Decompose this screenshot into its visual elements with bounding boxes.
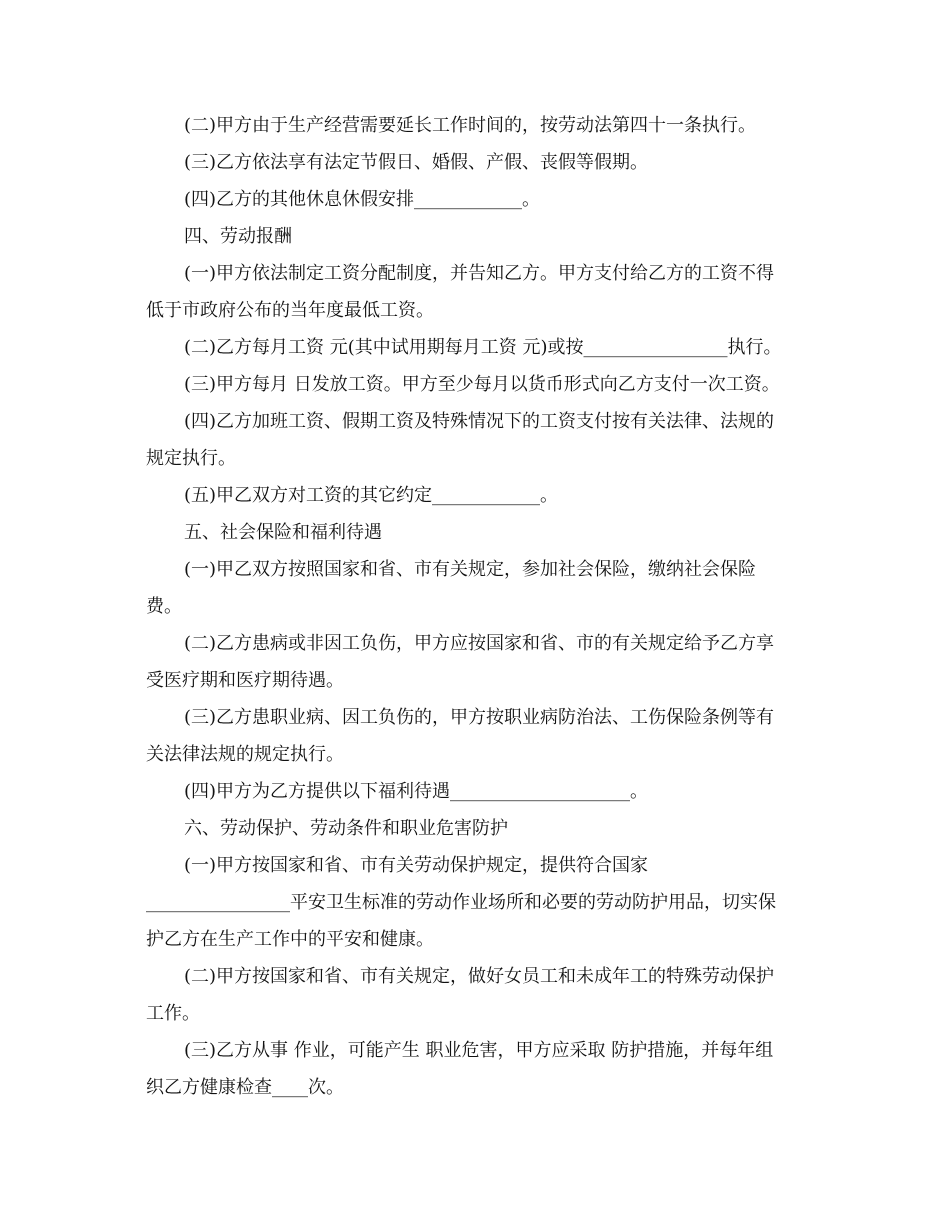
paragraph-line: (一)甲乙双方按照国家和省、市有关规定，参加社会保险，缴纳社会保险 — [184, 559, 757, 580]
paragraph-continuation: 费。 — [146, 596, 182, 617]
paragraph-line: (四)乙方加班工资、假期工资及特殊情况下的工资支付按有关法律、法规的 — [184, 411, 775, 432]
paragraph-line: (三)乙方从事 作业，可能产生 职业危害，甲方应采取 防护措施，并每年组 — [184, 1040, 774, 1061]
paragraph-line: (四)乙方的其他休息休假安排____________。 — [184, 189, 541, 210]
paragraph-continuation: 规定执行。 — [146, 448, 236, 469]
paragraph-continuation: 关法律法规的规定执行。 — [146, 744, 344, 765]
section-heading: 五、社会保险和福利待遇 — [184, 522, 382, 543]
paragraph-line: (三)乙方依法享有法定节假日、婚假、产假、丧假等假期。 — [184, 152, 649, 173]
paragraph-line: (一)甲方依法制定工资分配制度，并告知乙方。甲方支付给乙方的工资不得 — [184, 263, 775, 284]
paragraph-line: (二)乙方患病或非因工负伤，甲方应按国家和省、市的有关规定给予乙方享 — [184, 633, 775, 654]
paragraph-continuation: 低于市政府公布的当年度最低工资。 — [146, 300, 434, 321]
paragraph-line: (二)乙方每月工资 元(其中试用期每月工资 元)或按________________执行。 — [184, 337, 782, 358]
paragraph-line: (二)甲方按国家和省、市有关规定，做好女员工和未成年工的特殊劳动保护 — [184, 966, 775, 987]
paragraph-line: (一)甲方按国家和省、市有关劳动保护规定，提供符合国家 — [184, 855, 649, 876]
paragraph-continuation: 受医疗期和医疗期待遇。 — [146, 670, 344, 691]
paragraph-continuation: 护乙方在生产工作中的平安和健康。 — [146, 929, 434, 950]
paragraph-line: (二)甲方由于生产经营需要延长工作时间的，按劳动法第四十一条执行。 — [184, 115, 757, 136]
paragraph-continuation: ________________平安卫生标准的劳动作业场所和必要的劳动防护用品，切实保 — [146, 892, 776, 913]
paragraph-continuation: 工作。 — [146, 1003, 200, 1024]
paragraph-line: (五)甲乙双方对工资的其它约定____________。 — [184, 485, 559, 506]
section-heading: 六、劳动保护、劳动条件和职业危害防护 — [184, 818, 508, 839]
document-page — [146, 114, 806, 1113]
section-heading: 四、劳动报酬 — [184, 226, 292, 247]
paragraph-line: (四)甲方为乙方提供以下福利待遇____________________。 — [184, 781, 649, 802]
paragraph-continuation: 织乙方健康检查____次。 — [146, 1077, 344, 1098]
paragraph-line: (三)甲方每月 日发放工资。甲方至少每月以货币形式向乙方支付一次工资。 — [184, 374, 780, 395]
paragraph-line: (三)乙方患职业病、因工负伤的，甲方按职业病防治法、工伤保险条例等有 — [184, 707, 775, 728]
